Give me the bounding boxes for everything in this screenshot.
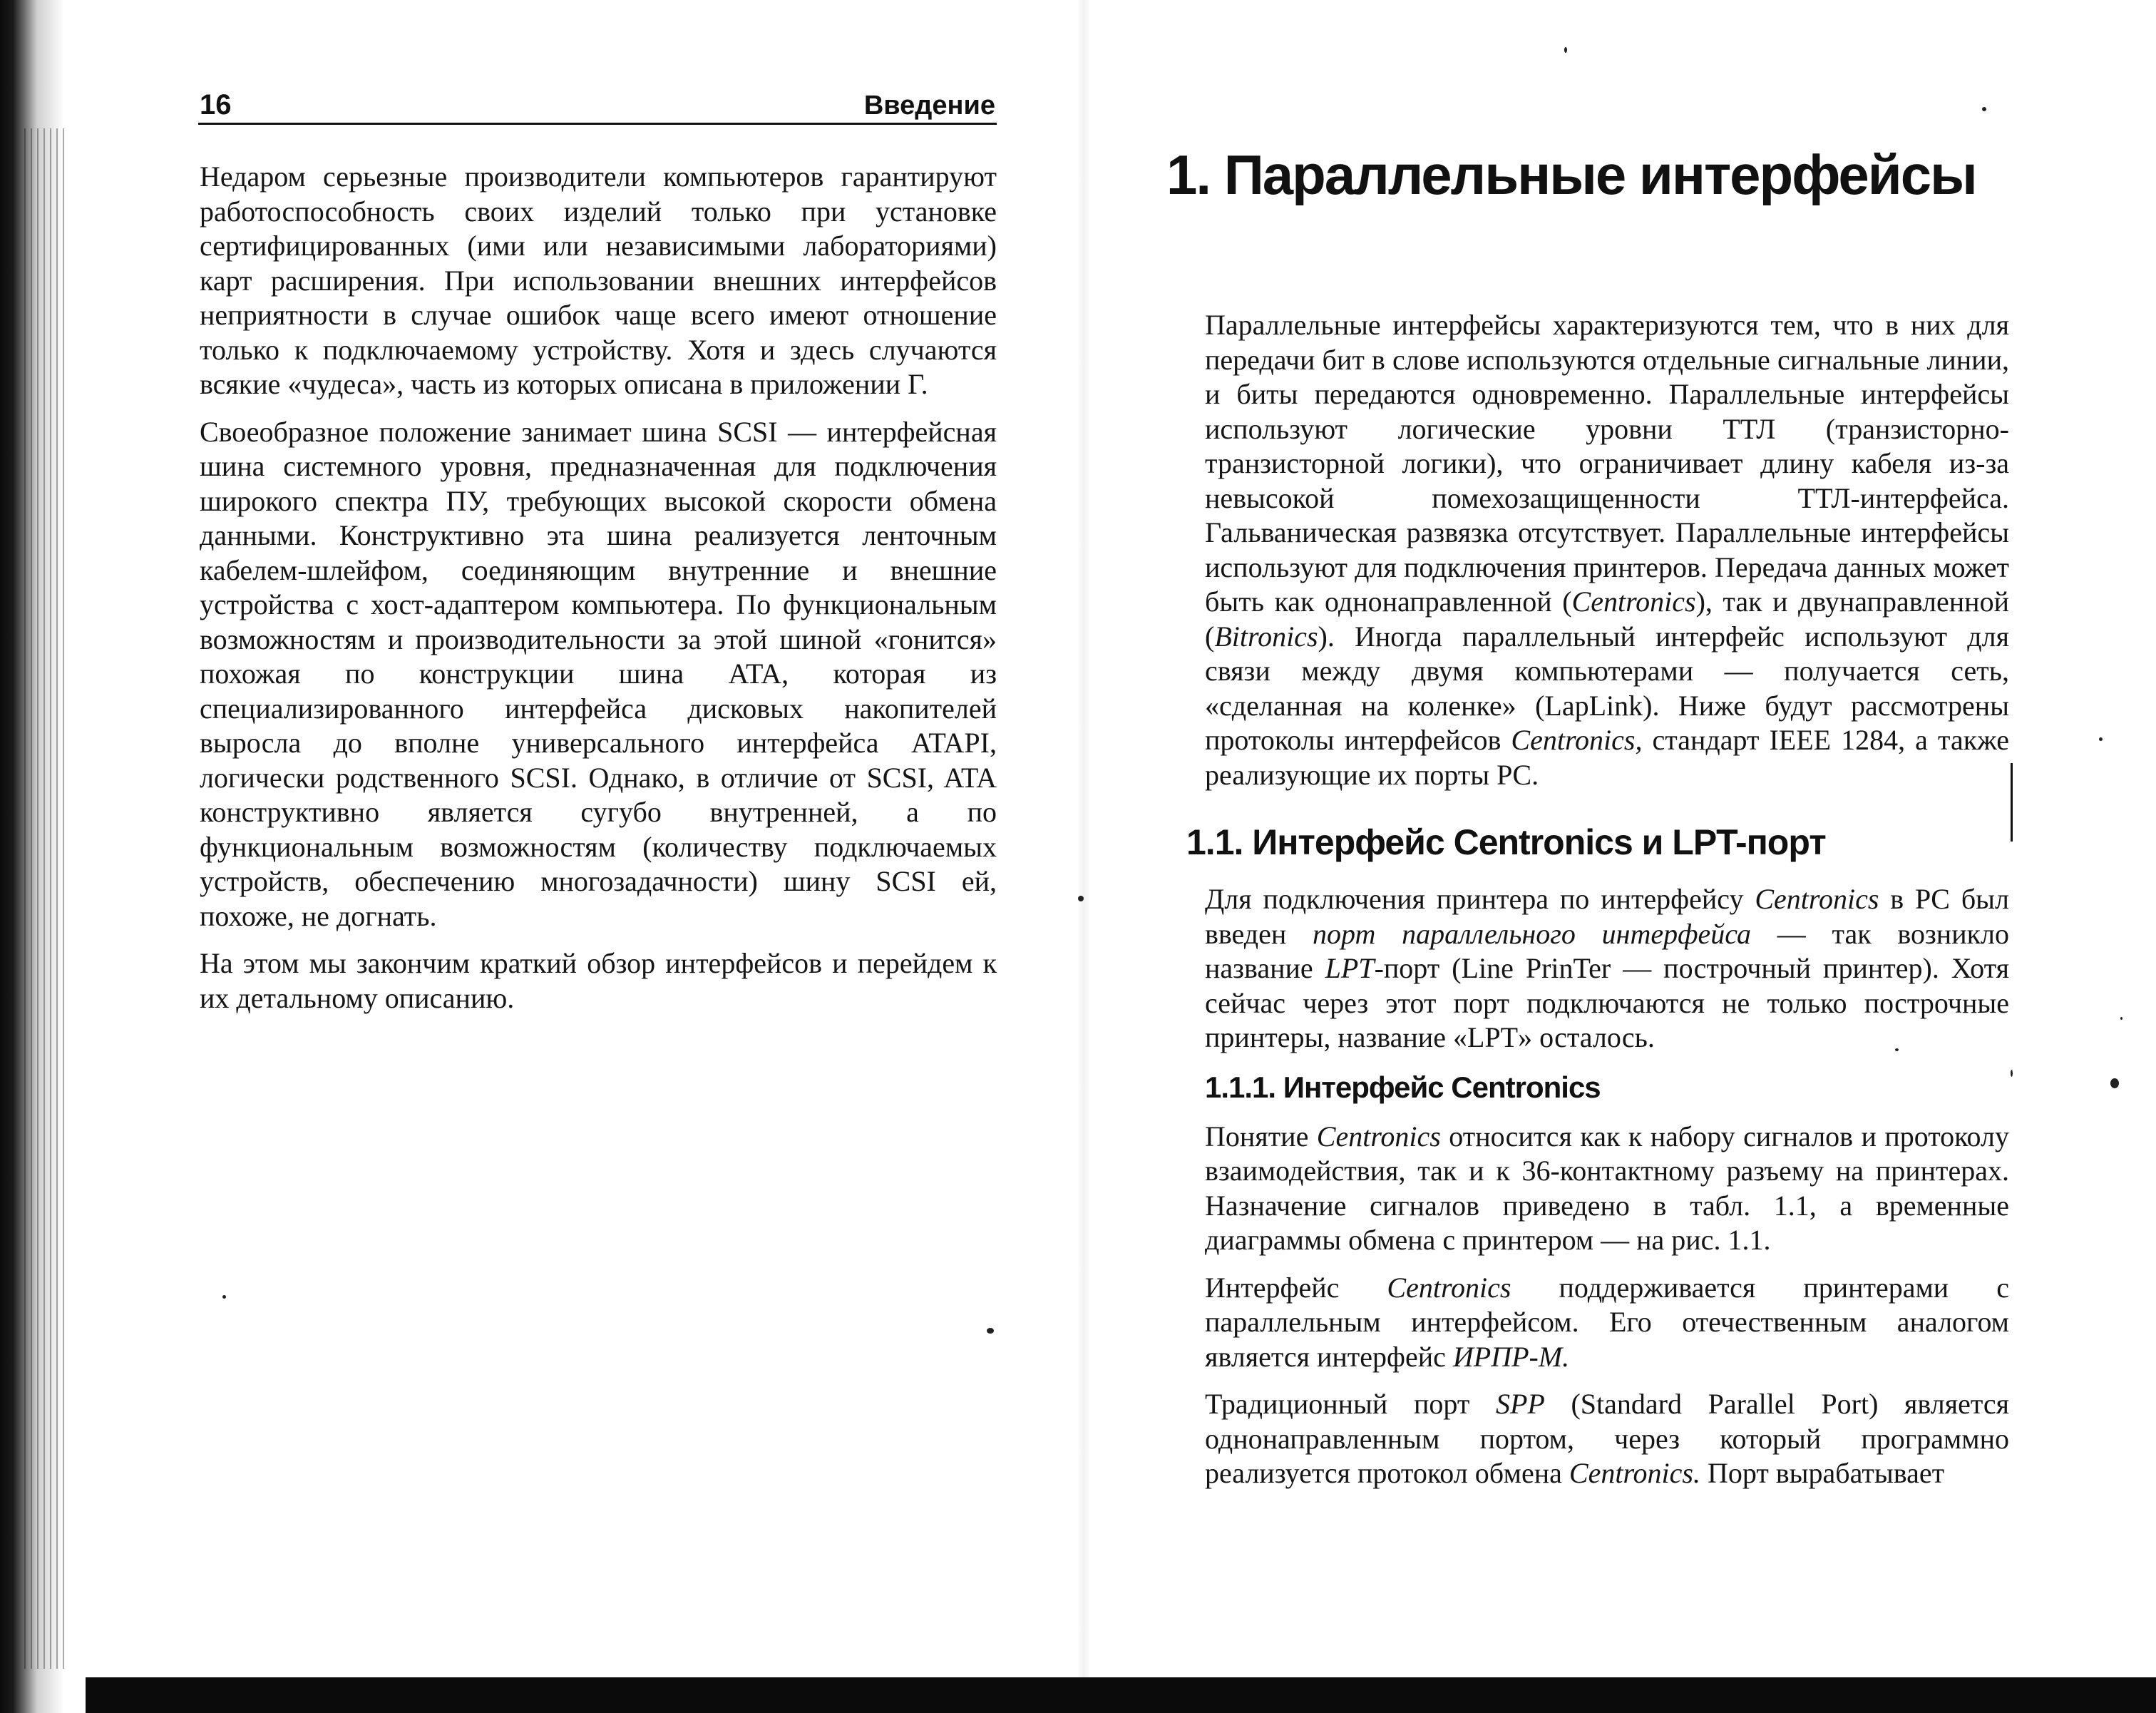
running-head-title: Введение [863, 91, 995, 121]
scan-speck [2120, 1017, 2122, 1020]
paragraph: На этом мы закончим краткий обзор интерфейсов и перейдем к их детальному описанию. [200, 947, 997, 1014]
subsection-heading: 1.1.1. Интерфейс Centronics [1205, 1070, 1601, 1104]
subsection-paragraph: Понятие Centronics относится как к набору сигналов и протоколу взаимодействия, так и к 36-контактному разъему на принтерах. Назначение сигналов приведено в табл. 1.1, а временные диаграммы обмена с принтером — на рис. 1.1. [1205, 1120, 2009, 1256]
paragraph: Своеобразное положение занимает шина SCSI — интерфейсная шина системного уровня, предназначенная для подключения широкого спектра ПУ, требующих высокой скорости обмена данными. Конструктивно эта шина реализуется ленточным кабелем-шлейфом, соединяющим внутренние и внешние устройства с хост-адаптером компьютера. По функциональным возможностям и производительности за этой шиной «гонится» похожая по конструкции шина ATA, которая из специализированного интерфейса дисковых накопителей выросла до вполне универсального интерфейса ATAPI, логически родственного SCSI. Однако, в отличие от SCSI, ATA конструктивно является сугубо внутренней, а по функциональным возможностям (количеству подключаемых устройств, обеспечению многозадачности) шину SCSI ей, похоже, не догнать. [200, 415, 997, 932]
scan-speck [1895, 1048, 1899, 1051]
scan-speck [1078, 896, 1084, 901]
intro-paragraph: Параллельные интерфейсы характеризуются тем, что в них для передачи бит в слове используются отдельные сигнальные линии, и биты передаются одновременно. Параллельные интерфейсы используют логические уровни ТТЛ (транзисторно-транзисторной логики), что ограничивает длину кабеля из-за невысокой помехозащищенности ТТЛ-интерфейса. Гальваническая развязка отсутствует. Параллельные интерфейсы используют для подключения принтеров. Передача данных может быть как однонаправленной (Centronics), так и двунаправленной (Bitronics). Иногда параллельный интерфейс используют для связи между двумя компьютерами — получается сеть, «сделанная на коленке» (LapLink). Ниже будут рассмотрены протоколы интерфейсов Centronics, стандарт IEEE 1284, а также реализующие их порты PC. [1205, 309, 2009, 791]
margin-line-mark [2011, 763, 2013, 842]
scan-speck [222, 1295, 226, 1299]
scan-speck [2110, 1078, 2119, 1088]
left-page-text [200, 160, 997, 1028]
page-number: 16 [200, 89, 232, 121]
paragraph: Недаром серьезные производители компьютеров гарантируют работоспособность своих изделий только при установке сертифицированных (ими или независимыми лабораториями) карт расширения. При использовании внешних интерфейсов неприятности в случае ошибок чаще всего имеют отношение только к подключаемому устройству. Хотя и здесь случаются всякие «чудеса», часть из которых описана в приложении Г. [200, 160, 997, 400]
chapter-title: 1. Параллельные интерфейсы [1166, 143, 1976, 206]
running-head [198, 80, 997, 125]
scan-speck [2011, 1070, 2013, 1077]
scan-speck [987, 1328, 994, 1334]
right-page-text [1186, 308, 2010, 1504]
section-paragraph: Для подключения принтера по интерфейсу Centronics в PC был введен порт параллельного интерфейса — так возникло название LPT-порт (Line PrinTer — построчный принтер). Хотя сейчас через этот порт подключаются не только построчные принтеры, название «LPT» осталось. [1205, 883, 2010, 1053]
scan-speck [1982, 107, 1986, 111]
section-heading: 1.1. Интерфейс Centronics и LPT-порт [1186, 822, 1826, 862]
scan-speck [2099, 737, 2103, 741]
gutter [1077, 0, 1091, 1677]
scan-speck [1564, 47, 1567, 53]
spine-page-edges [24, 128, 67, 1669]
subsection-paragraph: Традиционный порт SPP (Standard Parallel Port) является однонаправленным портом, через который программно реализуется протокол обмена Centronics. Порт вырабатывает [1205, 1388, 2010, 1489]
subsection-paragraph: Интерфейс Centronics поддерживается принтерами с параллельным интерфейсом. Его отечественным аналогом является интерфейс ИРПР-М. [1205, 1271, 2010, 1373]
